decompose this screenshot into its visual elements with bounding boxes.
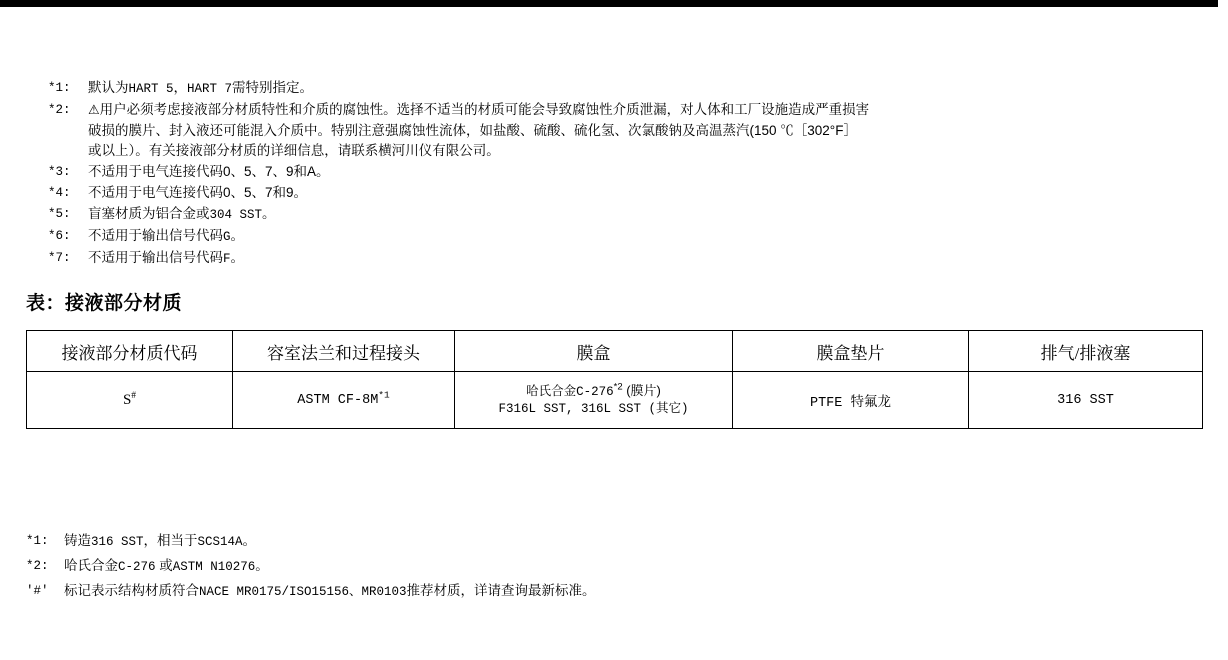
footnote-1-key: *1:	[48, 81, 71, 95]
bottom-footnote-1	[26, 530, 1206, 553]
header-material-code: 接液部分材质代码	[27, 331, 233, 372]
footnote-2	[48, 100, 1218, 120]
cell-gasket-material: PTFE 特氟龙	[733, 372, 969, 429]
section-title: 表：接液部分材质	[26, 293, 183, 314]
capsule-line-other: F316L SST, 316L SST (其它)	[498, 402, 689, 416]
table-row	[27, 372, 1203, 429]
wetted-parts-material-table	[26, 330, 1203, 429]
footnote-5-text: 盲塞材质为铝合金或304 SST。	[88, 206, 276, 222]
cell-flange-material: ASTM $CF-8M^{*1}$	[233, 372, 455, 429]
footnote-5-key: *5:	[48, 207, 71, 221]
bottom-footnote-1-key: *1:	[26, 534, 49, 548]
footnote-2-key: *2:	[48, 103, 71, 117]
footnote-6-text: 不适用于输出信号代码G。	[88, 228, 245, 244]
warning-icon: ⚠	[88, 102, 100, 117]
page-top-rule	[0, 0, 1228, 7]
bottom-footnote-2	[26, 555, 1206, 578]
bottom-footnote-2-text: 哈氏合金C-276 或ASTM N10276。	[64, 558, 269, 574]
footnote-7-text: 不适用于输出信号代码F。	[88, 250, 245, 266]
bottom-footnote-hash	[26, 580, 1206, 603]
bottom-footnote-2-key: *2:	[26, 559, 49, 573]
bottom-footnote-hash-key: '#'	[26, 584, 49, 598]
table-header-row	[27, 331, 1203, 372]
footnote-1	[48, 78, 1218, 99]
footnote-6-key: *6:	[48, 229, 71, 243]
footnotes-top	[48, 78, 1218, 270]
header-vent-drain-plug: 排气/排液塞	[969, 331, 1203, 372]
footnote-3-text: 不适用于电气连接代码0、5、7、9和A。	[88, 164, 330, 179]
footnote-1-text: 默认为HART 5，HART 7需特别指定。	[88, 80, 314, 96]
footnote-7	[48, 248, 1218, 269]
footnote-2-text: ⚠用户必须考虑接液部分材质特性和介质的腐蚀性。选择不适当的材质可能会导致腐蚀性介质泄漏，对人体和工厂设施造成严重损害	[88, 102, 870, 117]
footnote-2-line2: 破损的膜片、封入液还可能混入介质中。特别注意强腐蚀性流体，如盐酸、硫酸、硫化氢、次氯酸钠及高温蒸汽(150 ℃［302°F］	[88, 123, 857, 138]
header-flange-and-process-connector: 容室法兰和过程接头	[233, 331, 455, 372]
footnote-4-key: *4:	[48, 186, 71, 200]
header-capsule: 膜盒	[455, 331, 733, 372]
footnote-3	[48, 162, 1218, 182]
footnote-3-key: *3:	[48, 165, 71, 179]
cell-material-code: S#	[27, 372, 233, 429]
footnote-4	[48, 183, 1218, 203]
cell-capsule-material	[455, 372, 733, 429]
capsule-line-diaphragm: 哈氏合金C-276$^{*2}$ (膜片)	[526, 381, 661, 399]
bottom-footnote-1-text: 铸造316 SST，相当于SCS14A。	[64, 533, 257, 549]
footnote-4-text: 不适用于电气连接代码0、5、7和9。	[88, 185, 308, 200]
footnote-2-line3: 或以上）。有关接液部分材质的详细信息，请联系横河川仪有限公司。	[88, 143, 500, 158]
footnote-7-key: *7:	[48, 251, 71, 265]
bottom-footnote-hash-text: 标记表示结构材质符合NACE MR0175/ISO15156、MR0103推荐材质，详请查询最新标准。	[64, 583, 596, 599]
page-top-rule-gap	[1218, 0, 1228, 7]
header-capsule-gasket: 膜盒垫片	[733, 331, 969, 372]
footnote-6	[48, 226, 1218, 247]
footnotes-bottom	[26, 530, 1206, 605]
cell-plug-material: 316 SST	[969, 372, 1203, 429]
footnote-5	[48, 204, 1218, 225]
